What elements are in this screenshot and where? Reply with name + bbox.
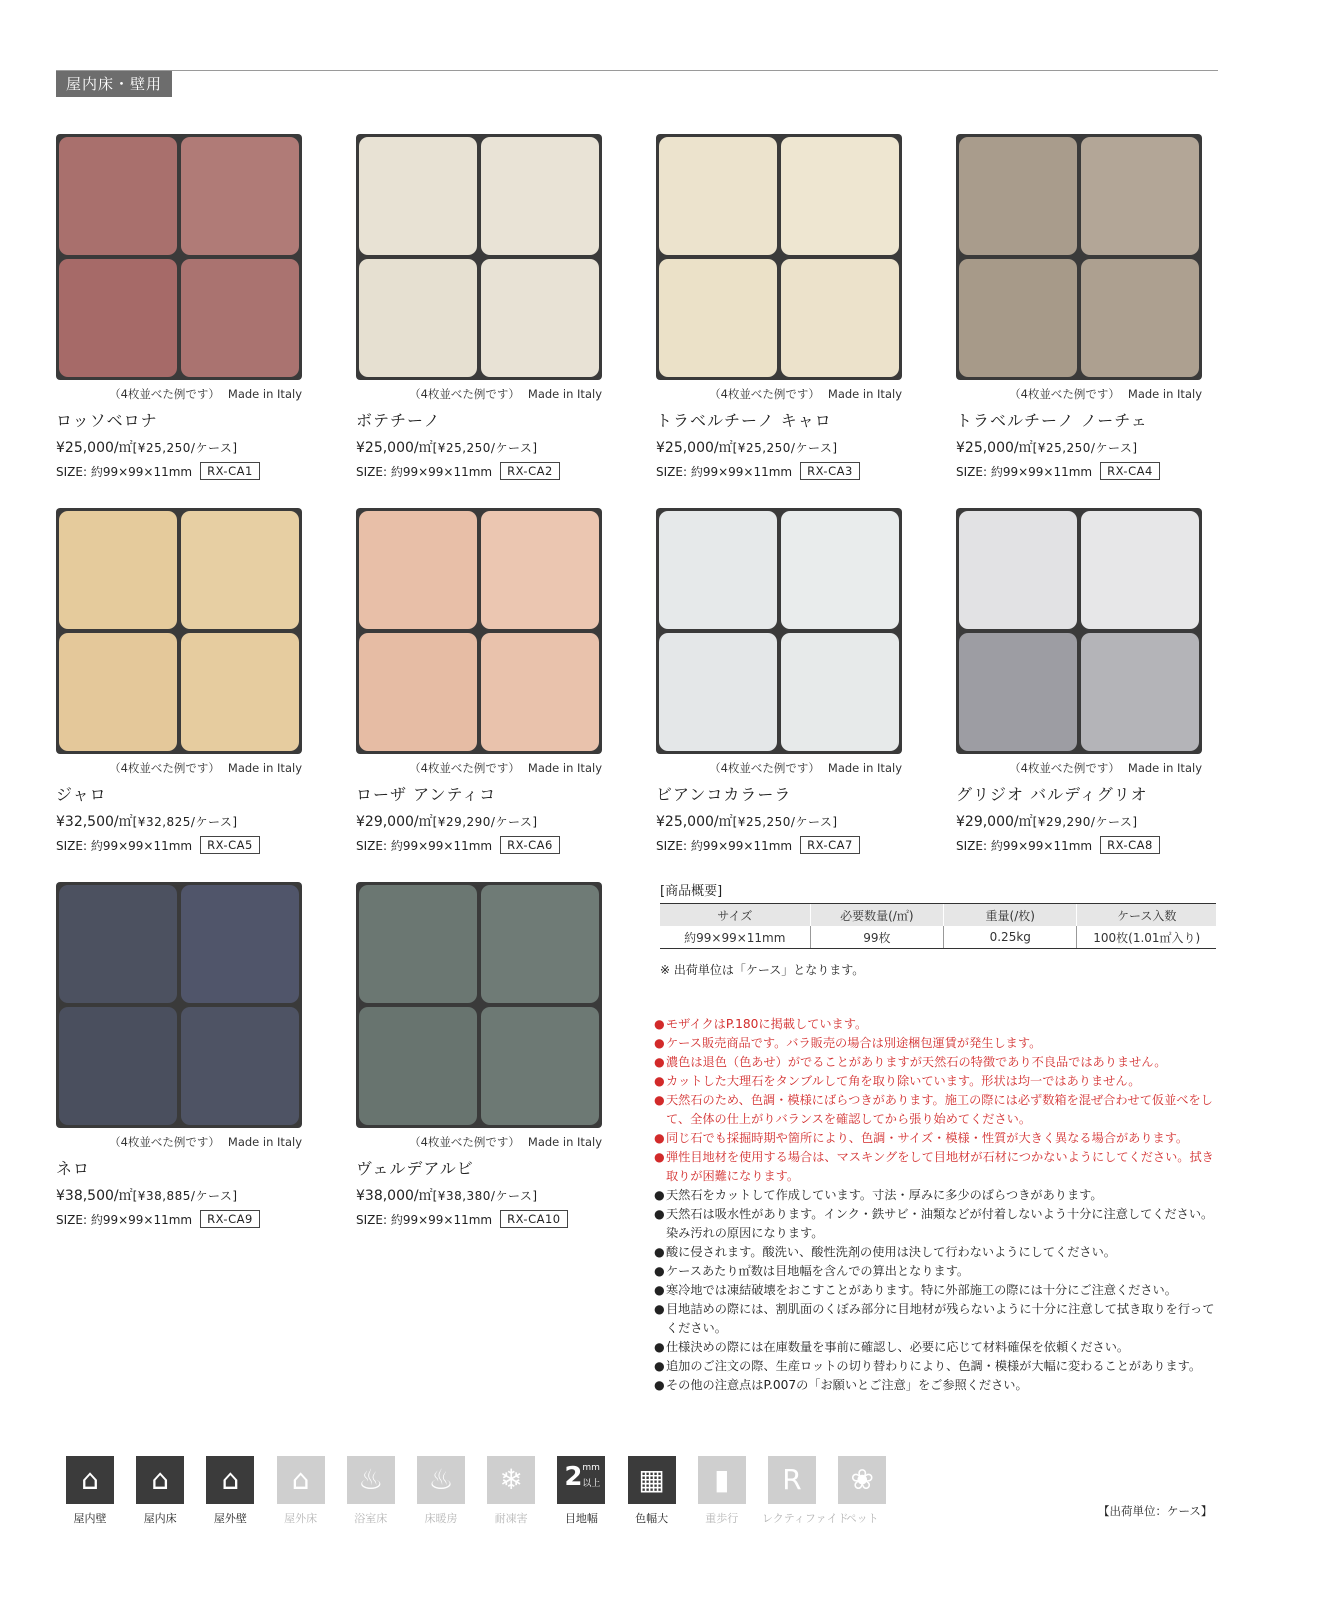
product-name: ジャロ	[56, 785, 107, 804]
product-caption	[656, 386, 902, 402]
product-size-line	[356, 1210, 602, 1228]
icon-label: ペット	[845, 1512, 879, 1525]
color-variation-icon	[628, 1456, 676, 1504]
stone-tile	[959, 511, 1077, 629]
note-text: 天然石は吸水性があります。インク・鉄サビ・油類などが付着しないよう十分に注意してください。染み汚れの原因になります。	[666, 1207, 1214, 1240]
spec-table	[660, 903, 1216, 949]
product-size-line	[956, 836, 1202, 854]
stone-tile	[359, 137, 477, 255]
usage-icon-item	[130, 1456, 190, 1526]
product-swatch	[356, 134, 602, 380]
stone-tile	[481, 885, 599, 1003]
stone-tile	[59, 511, 177, 629]
icon-glyph: ❀	[850, 1463, 874, 1496]
spec-header-row	[660, 904, 1216, 927]
product-price: ¥38,500/㎡	[56, 1188, 133, 1204]
product-code: RX-CA6	[500, 836, 560, 854]
product-swatch	[56, 882, 302, 1128]
product-price-line	[956, 811, 1202, 831]
product-size: SIZE: 約99×99×11mm	[56, 1212, 193, 1227]
bathroom-floor-icon	[347, 1456, 395, 1504]
stone-tile	[1081, 137, 1199, 255]
joint-width-value: 2	[564, 1462, 583, 1492]
product-size: SIZE: 約99×99×11mm	[956, 838, 1093, 853]
product-caption	[356, 386, 602, 402]
spec-weight: 0.25kg	[944, 926, 1077, 949]
sample-caption: （4枚並べた例です）	[409, 761, 520, 775]
note-text: ケース販売商品です。バラ販売の場合は別途梱包運賃が発生します。	[666, 1036, 1042, 1050]
product-price: ¥25,000/㎡	[656, 814, 733, 830]
sample-caption: （4枚並べた例です）	[109, 387, 220, 401]
stone-tile	[181, 137, 299, 255]
icon-label: 重歩行	[705, 1512, 739, 1525]
note-text: 寒冷地では凍結破壊をおこすことがあります。特に外部施工の際には十分にご注意ください。	[666, 1283, 1177, 1297]
stone-tile	[359, 1007, 477, 1125]
product-size: SIZE: 約99×99×11mm	[356, 838, 493, 853]
indoor-floor-icon	[136, 1456, 184, 1504]
product-size-line	[956, 462, 1202, 480]
product-price-line	[356, 1185, 602, 1205]
product-case-price: [¥29,290/ケース]	[432, 815, 538, 829]
bullet-icon: ●	[654, 1055, 665, 1069]
note-text: その他の注意点はP.007の「お願いとご注意」をご参照ください。	[666, 1378, 1028, 1392]
heavy-traffic-icon	[698, 1456, 746, 1504]
spec-quantity: 99枚	[810, 926, 943, 949]
product-card	[56, 882, 302, 1228]
stone-tile	[781, 633, 899, 751]
note-text: カットした大理石をタンブルして角を取り除いています。形状は均一ではありません。	[666, 1074, 1141, 1088]
icon-label: 床暖房	[424, 1512, 458, 1525]
caution-note	[654, 1300, 1219, 1338]
product-case-price: [¥29,290/ケース]	[1032, 815, 1138, 829]
product-code: RX-CA7	[800, 836, 860, 854]
stone-tile	[181, 633, 299, 751]
usage-icon-item	[481, 1456, 541, 1526]
pet-icon	[838, 1456, 886, 1504]
stone-tile	[959, 137, 1077, 255]
product-caption	[956, 760, 1202, 776]
product-size-line	[356, 836, 602, 854]
note-text: 弾性目地材を使用する場合は、マスキングをして目地材が石材につかないようにしてください。拭き取りが困難になります。	[666, 1150, 1214, 1183]
product-card	[656, 508, 902, 854]
product-code: RX-CA8	[1100, 836, 1160, 854]
icon-glyph: ▦	[638, 1463, 665, 1496]
bullet-icon: ●	[654, 1340, 665, 1354]
product-name: ヴェルデアルビ	[356, 1159, 474, 1178]
product-name: トラベルチーノ ノーチェ	[956, 411, 1148, 430]
product-code: RX-CA9	[200, 1210, 260, 1228]
caution-note	[654, 1243, 1219, 1262]
product-price: ¥29,000/㎡	[356, 814, 433, 830]
caution-note	[654, 1376, 1219, 1395]
shipping-note: ※ 出荷単位は「ケース」となります。	[660, 963, 865, 977]
note-text: 天然石のため、色調・模様にばらつきがあります。施工の際には必ず数箱を混ぜ合わせて仮並べをして、全体の仕上がりバランスを確認してから張り始めてください。	[666, 1093, 1213, 1126]
product-swatch	[956, 508, 1202, 754]
note-text: モザイクはP.180に掲載しています。	[666, 1017, 868, 1031]
joint-width-unit: mm	[582, 1463, 600, 1473]
origin-caption: Made in Italy	[827, 387, 902, 401]
product-size: SIZE: 約99×99×11mm	[656, 464, 793, 479]
product-size-line	[656, 836, 902, 854]
product-code: RX-CA5	[200, 836, 260, 854]
product-price-line	[656, 811, 902, 831]
usage-icon-item	[622, 1456, 682, 1526]
usage-icon-item	[762, 1456, 849, 1526]
product-name: トラベルチーノ キャロ	[656, 411, 832, 430]
product-code: RX-CA3	[800, 462, 860, 480]
product-caption	[656, 760, 902, 776]
icon-glyph: ⌂	[81, 1463, 99, 1496]
outdoor-floor-icon	[277, 1456, 325, 1504]
caution-note	[654, 1186, 1219, 1205]
product-card	[356, 882, 602, 1228]
stone-tile	[59, 633, 177, 751]
product-name: ビアンコカラーラ	[656, 785, 792, 804]
product-caption	[356, 1134, 602, 1150]
origin-caption: Made in Italy	[227, 761, 302, 775]
icon-label: 屋内壁	[73, 1512, 107, 1525]
product-price: ¥32,500/㎡	[56, 814, 133, 830]
product-size: SIZE: 約99×99×11mm	[656, 838, 793, 853]
caution-note	[654, 1091, 1219, 1129]
origin-caption: Made in Italy	[527, 1135, 602, 1149]
product-case-price: [¥38,885/ケース]	[132, 1189, 238, 1203]
stone-tile	[59, 1007, 177, 1125]
usage-icon-item	[200, 1456, 260, 1526]
sample-caption: （4枚並べた例です）	[409, 1135, 520, 1149]
spec-header-quantity: 必要数量(/㎡)	[810, 904, 943, 927]
product-swatch	[656, 134, 902, 380]
sample-caption: （4枚並べた例です）	[109, 761, 220, 775]
product-case-price: [¥38,380/ケース]	[432, 1189, 538, 1203]
caution-note	[654, 1148, 1219, 1186]
caution-notes	[654, 1015, 1219, 1395]
caution-note	[654, 1072, 1219, 1091]
sample-caption: （4枚並べた例です）	[1009, 761, 1120, 775]
icon-glyph: ❄	[499, 1463, 523, 1496]
caution-note	[654, 1262, 1219, 1281]
bullet-icon: ●	[654, 1074, 665, 1088]
spec-case: 100枚(1.01㎡入り)	[1077, 926, 1216, 949]
sample-caption: （4枚並べた例です）	[109, 1135, 220, 1149]
caution-note	[654, 1281, 1219, 1300]
icon-glyph: R	[782, 1463, 802, 1496]
product-case-price: [¥25,250/ケース]	[1032, 441, 1138, 455]
icon-label: レクティファイド	[762, 1512, 849, 1525]
product-price: ¥29,000/㎡	[956, 814, 1033, 830]
origin-caption: Made in Italy	[227, 1135, 302, 1149]
sample-caption: （4枚並べた例です）	[709, 761, 820, 775]
indoor-wall-icon	[66, 1456, 114, 1504]
note-text: 濃色は退色（色あせ）がでることがありますが天然石の特徴であり不良品ではありません。	[666, 1055, 1167, 1069]
product-name: ボテチーノ	[356, 411, 441, 430]
frost-resistance-icon	[487, 1456, 535, 1504]
product-case-price: [¥25,250/ケース]	[432, 441, 538, 455]
product-caption	[56, 386, 302, 402]
product-size: SIZE: 約99×99×11mm	[956, 464, 1093, 479]
floor-heating-icon	[417, 1456, 465, 1504]
product-size: SIZE: 約99×99×11mm	[356, 464, 493, 479]
icon-label: 屋内床	[143, 1512, 177, 1525]
stone-tile	[481, 137, 599, 255]
product-code: RX-CA4	[1100, 462, 1160, 480]
product-code: RX-CA1	[200, 462, 260, 480]
spec-row	[660, 926, 1216, 949]
bullet-icon: ●	[654, 1093, 665, 1107]
product-card	[356, 508, 602, 854]
product-price-line	[356, 437, 602, 457]
note-text: 天然石をカットして作成しています。寸法・厚みに多少のばらつきがあります。	[666, 1188, 1103, 1202]
product-size-line	[656, 462, 902, 480]
icon-glyph: ♨	[358, 1463, 384, 1496]
product-caption	[356, 760, 602, 776]
shipping-unit: 【出荷単位：ケース】	[1098, 1504, 1213, 1518]
rectified-icon	[768, 1456, 816, 1504]
product-card	[656, 134, 902, 480]
origin-caption: Made in Italy	[527, 387, 602, 401]
stone-tile	[781, 259, 899, 377]
product-card	[356, 134, 602, 480]
stone-tile	[181, 259, 299, 377]
joint-width-note: 以上	[582, 1479, 601, 1489]
product-caption	[56, 760, 302, 776]
product-price: ¥25,000/㎡	[656, 440, 733, 456]
stone-tile	[359, 633, 477, 751]
bullet-icon: ●	[654, 1245, 665, 1259]
stone-tile	[1081, 511, 1199, 629]
origin-caption: Made in Italy	[1127, 387, 1202, 401]
origin-caption: Made in Italy	[1127, 761, 1202, 775]
product-price: ¥38,000/㎡	[356, 1188, 433, 1204]
product-swatch	[56, 508, 302, 754]
product-case-price: [¥25,250/ケース]	[132, 441, 238, 455]
origin-caption: Made in Italy	[827, 761, 902, 775]
product-swatch	[656, 508, 902, 754]
note-text: 追加のご注文の際、生産ロットの切り替わりにより、色調・模様が大幅に変わることがあります。	[666, 1359, 1202, 1373]
sample-caption: （4枚並べた例です）	[1009, 387, 1120, 401]
origin-caption: Made in Italy	[527, 761, 602, 775]
stone-tile	[659, 511, 777, 629]
bullet-icon: ●	[654, 1283, 665, 1297]
product-card	[956, 508, 1202, 854]
note-text: 酸に侵されます。酸洗い、酸性洗剤の使用は決して行わないようにしてください。	[666, 1245, 1116, 1259]
section-tag: 屋内床・壁用	[56, 71, 172, 97]
usage-icon-item	[271, 1456, 331, 1526]
note-text: 同じ石でも採掘時期や箇所により、色調・サイズ・模様・性質が大きく異なる場合があります。	[666, 1131, 1189, 1145]
product-price-line	[56, 437, 302, 457]
icon-glyph: ⌂	[291, 1463, 310, 1496]
icon-label: 耐凍害	[494, 1512, 528, 1525]
summary-title: [商品概要]	[660, 884, 723, 899]
note-text: 目地詰めの際には、割肌面のくぼみ部分に目地材が残らないように十分に注意して拭き取りを行ってください。	[666, 1302, 1215, 1335]
note-text: 仕様決めの際には在庫数量を事前に確認し、必要に応じて材料確保を依頼ください。	[666, 1340, 1130, 1354]
product-name: ネロ	[56, 1159, 91, 1178]
joint-width-icon	[557, 1456, 605, 1504]
product-price-line	[56, 811, 302, 831]
spec-header-weight: 重量(/枚)	[944, 904, 1077, 927]
stone-tile	[481, 259, 599, 377]
stone-tile	[359, 885, 477, 1003]
bullet-icon: ●	[654, 1131, 665, 1145]
stone-tile	[481, 1007, 599, 1125]
usage-icon-item	[692, 1456, 752, 1526]
top-rule	[56, 70, 1218, 71]
spec-size: 約99×99×11mm	[660, 926, 810, 949]
icon-glyph: ▮	[714, 1463, 730, 1496]
product-size-line	[356, 462, 602, 480]
product-price-line	[956, 437, 1202, 457]
icon-glyph: ⌂	[151, 1463, 170, 1496]
stone-tile	[59, 137, 177, 255]
bullet-icon: ●	[654, 1359, 665, 1373]
bullet-icon: ●	[654, 1302, 665, 1316]
product-price: ¥25,000/㎡	[56, 440, 133, 456]
product-swatch	[356, 882, 602, 1128]
note-text: ケースあたり㎡数は目地幅を含んでの算出となります。	[666, 1264, 970, 1278]
stone-tile	[181, 511, 299, 629]
stone-tile	[659, 137, 777, 255]
stone-tile	[781, 511, 899, 629]
stone-tile	[481, 511, 599, 629]
product-price: ¥25,000/㎡	[956, 440, 1033, 456]
caution-note	[654, 1205, 1219, 1243]
product-swatch	[956, 134, 1202, 380]
usage-icon-item	[411, 1456, 471, 1526]
product-size: SIZE: 約99×99×11mm	[56, 838, 193, 853]
product-code: RX-CA10	[500, 1210, 567, 1228]
product-card	[956, 134, 1202, 480]
stone-tile	[781, 137, 899, 255]
usage-icon-item	[832, 1456, 892, 1526]
product-price-line	[56, 1185, 302, 1205]
sample-caption: （4枚並べた例です）	[409, 387, 520, 401]
bullet-icon: ●	[654, 1036, 665, 1050]
caution-note	[654, 1015, 1219, 1034]
sample-caption: （4枚並べた例です）	[709, 387, 820, 401]
product-price-line	[656, 437, 902, 457]
bullet-icon: ●	[654, 1188, 665, 1202]
spec-header-size: サイズ	[660, 904, 810, 927]
product-swatch	[56, 134, 302, 380]
icon-label: 色幅大	[635, 1512, 669, 1525]
stone-tile	[659, 259, 777, 377]
stone-tile	[59, 259, 177, 377]
product-size-line	[56, 836, 302, 854]
product-summary	[660, 880, 1216, 978]
caution-note	[654, 1129, 1219, 1148]
stone-tile	[359, 259, 477, 377]
product-size-line	[56, 462, 302, 480]
bullet-icon: ●	[654, 1378, 665, 1392]
product-name: グリジオ バルディグリオ	[956, 785, 1148, 804]
product-code: RX-CA2	[500, 462, 560, 480]
stone-tile	[659, 633, 777, 751]
product-price-line	[356, 811, 602, 831]
stone-tile	[1081, 259, 1199, 377]
usage-icon-item	[60, 1456, 120, 1526]
stone-tile	[59, 885, 177, 1003]
bullet-icon: ●	[654, 1150, 665, 1164]
product-size: SIZE: 約99×99×11mm	[356, 1212, 493, 1227]
usage-icon-item	[341, 1456, 401, 1526]
bullet-icon: ●	[654, 1017, 665, 1031]
stone-tile	[359, 511, 477, 629]
outdoor-wall-icon	[206, 1456, 254, 1504]
icon-glyph: ⌂	[221, 1463, 240, 1496]
caution-note	[654, 1053, 1219, 1072]
stone-tile	[181, 1007, 299, 1125]
stone-tile	[1081, 633, 1199, 751]
spec-header-case: ケース入数	[1077, 904, 1216, 927]
product-card	[56, 508, 302, 854]
stone-tile	[959, 259, 1077, 377]
stone-tile	[959, 633, 1077, 751]
product-name: ロッソベロナ	[56, 411, 158, 430]
product-price: ¥25,000/㎡	[356, 440, 433, 456]
bullet-icon: ●	[654, 1264, 665, 1278]
icon-label: 目地幅	[564, 1512, 598, 1525]
caution-note	[654, 1034, 1219, 1053]
product-caption	[956, 386, 1202, 402]
product-case-price: [¥32,825/ケース]	[132, 815, 238, 829]
caution-note	[654, 1357, 1219, 1376]
product-card	[56, 134, 302, 480]
caution-note	[654, 1338, 1219, 1357]
product-swatch	[356, 508, 602, 754]
icon-glyph: ♨	[428, 1463, 454, 1496]
product-size-line	[56, 1210, 302, 1228]
usage-icon-item	[551, 1456, 611, 1526]
product-case-price: [¥25,250/ケース]	[732, 441, 838, 455]
icon-label: 浴室床	[354, 1512, 388, 1525]
product-name: ローザ アンティコ	[356, 785, 497, 804]
origin-caption: Made in Italy	[227, 387, 302, 401]
icon-label: 屋外壁	[213, 1512, 247, 1525]
stone-tile	[181, 885, 299, 1003]
stone-tile	[481, 633, 599, 751]
product-size: SIZE: 約99×99×11mm	[56, 464, 193, 479]
product-case-price: [¥25,250/ケース]	[732, 815, 838, 829]
product-caption	[56, 1134, 302, 1150]
bullet-icon: ●	[654, 1207, 665, 1221]
icon-label: 屋外床	[284, 1512, 318, 1525]
